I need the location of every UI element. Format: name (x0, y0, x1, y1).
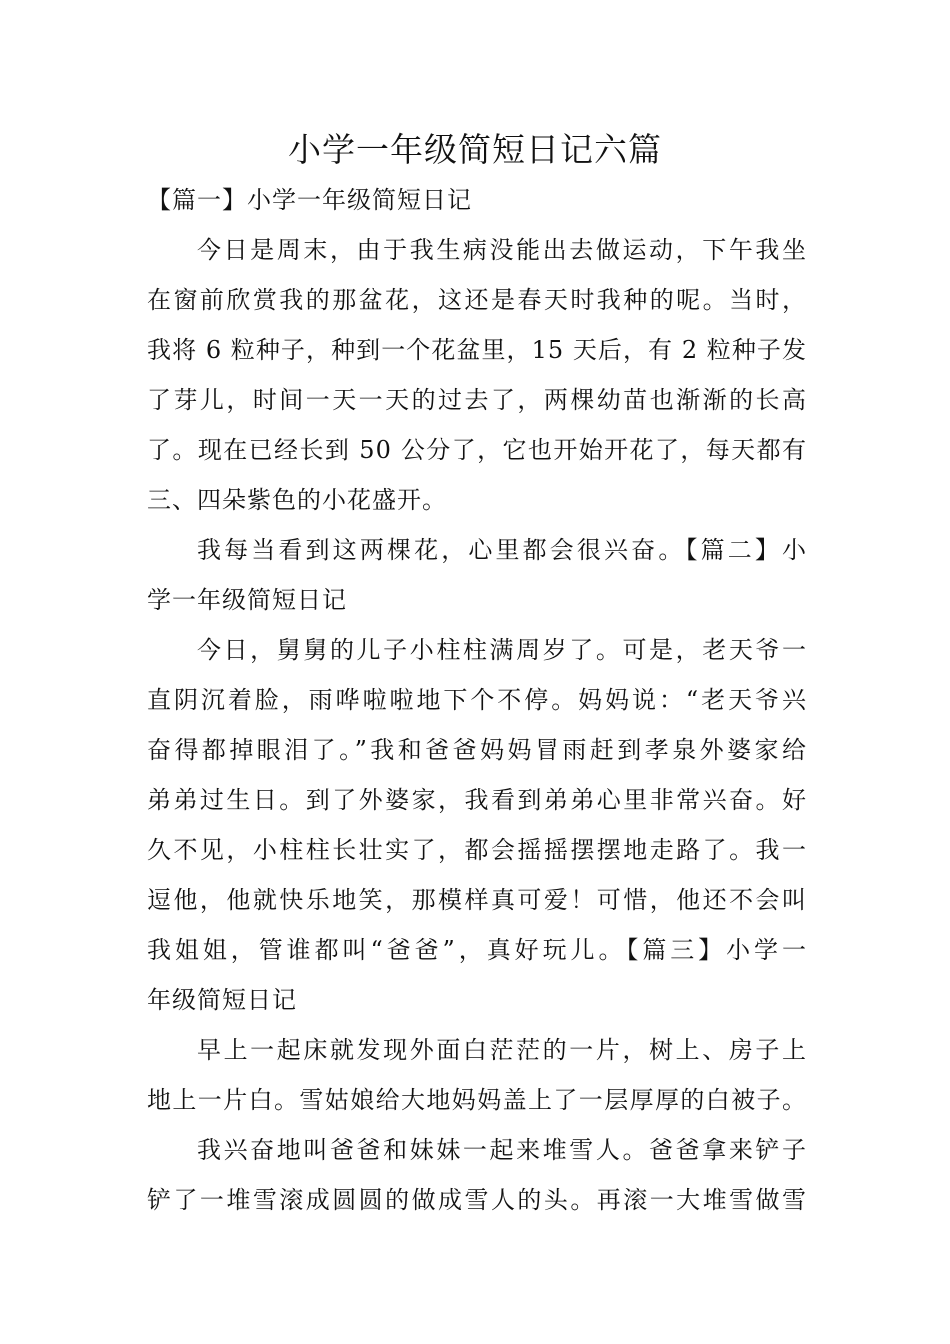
section-heading: 【篇一】小学一年级简短日记 (147, 186, 472, 214)
text-line: 了芽儿，时间一天一天的过去了，两棵幼苗也渐渐的长高 (147, 386, 807, 414)
text-line: 铲了一堆雪滚成圆圆的做成雪人的头。再滚一大堆雪做雪 (147, 1186, 807, 1214)
text-line: 地上一片白。雪姑娘给大地妈妈盖上了一层厚厚的白被子。 (147, 1086, 807, 1114)
text-line: 学一年级简短日记 (147, 586, 347, 614)
text-line: 久不见，小柱柱长壮实了，都会摇摇摆摆地走路了。我一 (147, 836, 807, 864)
text-line: 今日，舅舅的儿子小柱柱满周岁了。可是，老天爷一 (197, 636, 807, 664)
text-line: 我兴奋地叫爸爸和妹妹一起来堆雪人。爸爸拿来铲子 (197, 1136, 807, 1164)
text-line: 逗他，他就快乐地笑，那模样真可爱！可惜，他还不会叫 (147, 886, 807, 914)
text-line: 早上一起床就发现外面白茫茫的一片，树上、房子上 (197, 1036, 807, 1064)
text-line: 我每当看到这两棵花，心里都会很兴奋。【篇二】小 (197, 536, 807, 564)
page-title: 小学一年级简短日记六篇 (288, 130, 662, 169)
text-line: 奋得都掉眼泪了。”我和爸爸妈妈冒雨赶到孝泉外婆家给 (147, 736, 807, 764)
text-line: 今日是周末，由于我生病没能出去做运动，下午我坐 (197, 236, 807, 264)
text-line: 我姐姐，管谁都叫“爸爸”，真好玩儿。【篇三】小学一 (147, 936, 807, 964)
text-line: 了。现在已经长到 50 公分了，它也开始开花了，每天都有 (147, 436, 807, 464)
text-line: 我将 6 粒种子，种到一个花盆里，15 天后，有 2 粒种子发 (147, 336, 807, 364)
text-line: 年级简短日记 (147, 986, 297, 1014)
text-line: 三、四朵紫色的小花盛开。 (147, 486, 447, 514)
text-line: 直阴沉着脸，雨哗啦啦地下个不停。妈妈说：“老天爷兴 (147, 686, 807, 714)
text-line: 弟弟过生日。到了外婆家，我看到弟弟心里非常兴奋。好 (147, 786, 807, 814)
text-line: 在窗前欣赏我的那盆花，这还是春天时我种的呢。当时， (147, 286, 807, 314)
